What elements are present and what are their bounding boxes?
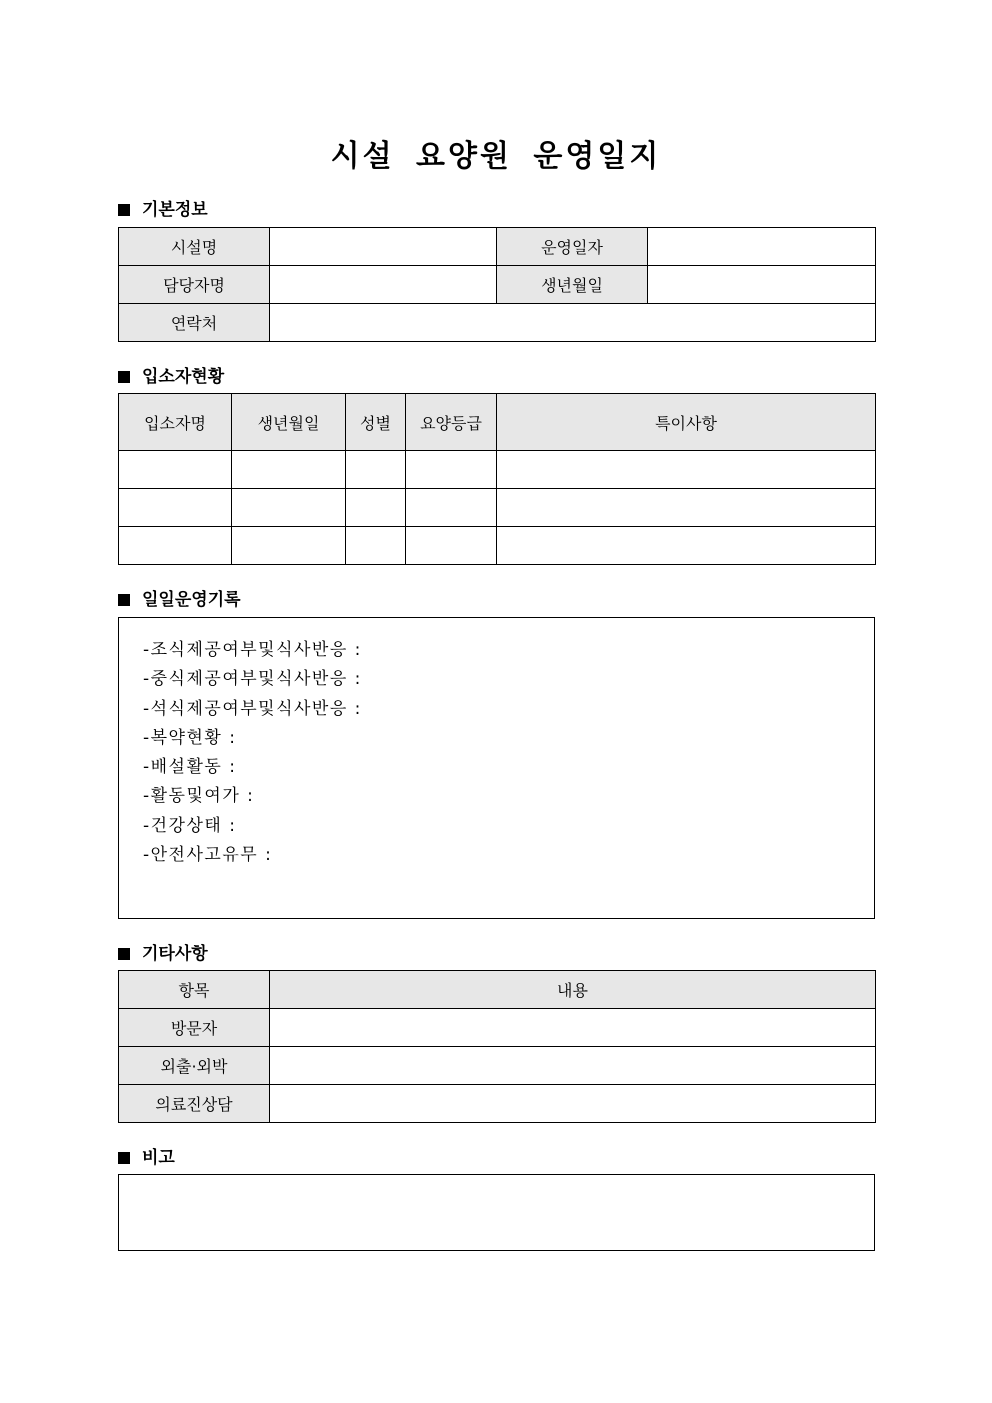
resident-care-grade-cell[interactable] [406,489,497,527]
column-header-content: 내용 [270,971,876,1009]
daily-record-dinner: -석식제공여부및식사반응 : [143,698,362,719]
column-header-special-notes: 특이사항 [497,394,876,451]
column-header-resident-name: 입소자명 [119,394,232,451]
daily-record-excretion: -배설활동 : [143,757,237,778]
resident-gender-cell[interactable] [346,489,406,527]
resident-special-notes-cell[interactable] [497,489,876,527]
basic-info-table [118,227,876,342]
outing-label: 외출·외박 [119,1047,270,1085]
resident-name-cell[interactable] [119,451,232,489]
resident-birth-date-cell[interactable] [232,451,346,489]
outing-field[interactable] [270,1047,876,1085]
other-items-table [118,970,876,1123]
column-header-birth-date: 생년월일 [232,394,346,451]
section-heading-label: 입소자현황 [142,367,225,387]
daily-record-health: -건강상태 : [143,815,237,836]
resident-gender-cell[interactable] [346,451,406,489]
manager-name-label: 담당자명 [119,266,270,304]
daily-record-safety: -안전사고유무 : [143,845,273,866]
square-bullet-icon [118,371,130,383]
section-heading-remarks [118,1146,175,1170]
table-header-row [119,394,876,451]
resident-name-cell[interactable] [119,527,232,565]
table-row [119,1085,876,1123]
daily-record-medication: -복약현황 : [143,727,237,748]
daily-record-activities: -활동및여가 : [143,786,255,807]
contact-field[interactable] [270,304,876,342]
square-bullet-icon [118,204,130,216]
daily-record-breakfast: -조식제공여부및식사반응 : [143,640,362,660]
remarks-box[interactable] [118,1174,875,1251]
medical-consultation-label: 의료진상담 [119,1085,270,1123]
birth-date-field[interactable] [648,266,876,304]
section-heading-other [118,942,208,966]
square-bullet-icon [118,594,130,606]
medical-consultation-field[interactable] [270,1085,876,1123]
document-title: 시설 요양원 운영일지 [330,139,662,174]
section-heading-label: 일일운영기록 [142,590,241,610]
table-row [119,451,876,489]
visitor-field[interactable] [270,1009,876,1047]
daily-record-box[interactable] [118,617,875,919]
operation-date-label: 운영일자 [497,228,648,266]
resident-care-grade-cell[interactable] [406,451,497,489]
section-heading-label: 기본정보 [142,200,208,220]
resident-name-cell[interactable] [119,489,232,527]
resident-special-notes-cell[interactable] [497,451,876,489]
table-row [119,304,876,342]
section-heading-label: 기타사항 [142,944,208,964]
section-heading-daily-record [118,588,241,612]
visitor-label: 방문자 [119,1009,270,1047]
table-row [119,1009,876,1047]
table-header-row [119,971,876,1009]
table-row [119,489,876,527]
square-bullet-icon [118,1152,130,1164]
manager-name-field[interactable] [270,266,497,304]
resident-special-notes-cell[interactable] [497,527,876,565]
column-header-care-grade: 요양등급 [406,394,497,451]
resident-birth-date-cell[interactable] [232,527,346,565]
resident-gender-cell[interactable] [346,527,406,565]
table-row [119,228,876,266]
section-heading-residents [118,365,224,389]
resident-status-table [118,393,876,565]
column-header-gender: 성별 [346,394,406,451]
facility-name-field[interactable] [270,228,497,266]
table-row [119,527,876,565]
square-bullet-icon [118,948,130,960]
resident-birth-date-cell[interactable] [232,489,346,527]
daily-record-lunch: -중식제공여부및식사반응 : [143,669,362,690]
birth-date-label: 생년월일 [497,266,648,304]
section-heading-basic-info [118,198,208,222]
operation-date-field[interactable] [648,228,876,266]
table-row [119,266,876,304]
facility-name-label: 시설명 [119,228,270,266]
column-header-item: 항목 [119,971,270,1009]
section-heading-label: 비고 [142,1148,175,1168]
contact-label: 연락처 [119,304,270,342]
resident-care-grade-cell[interactable] [406,527,497,565]
daily-record-list [143,636,362,870]
table-row [119,1047,876,1085]
